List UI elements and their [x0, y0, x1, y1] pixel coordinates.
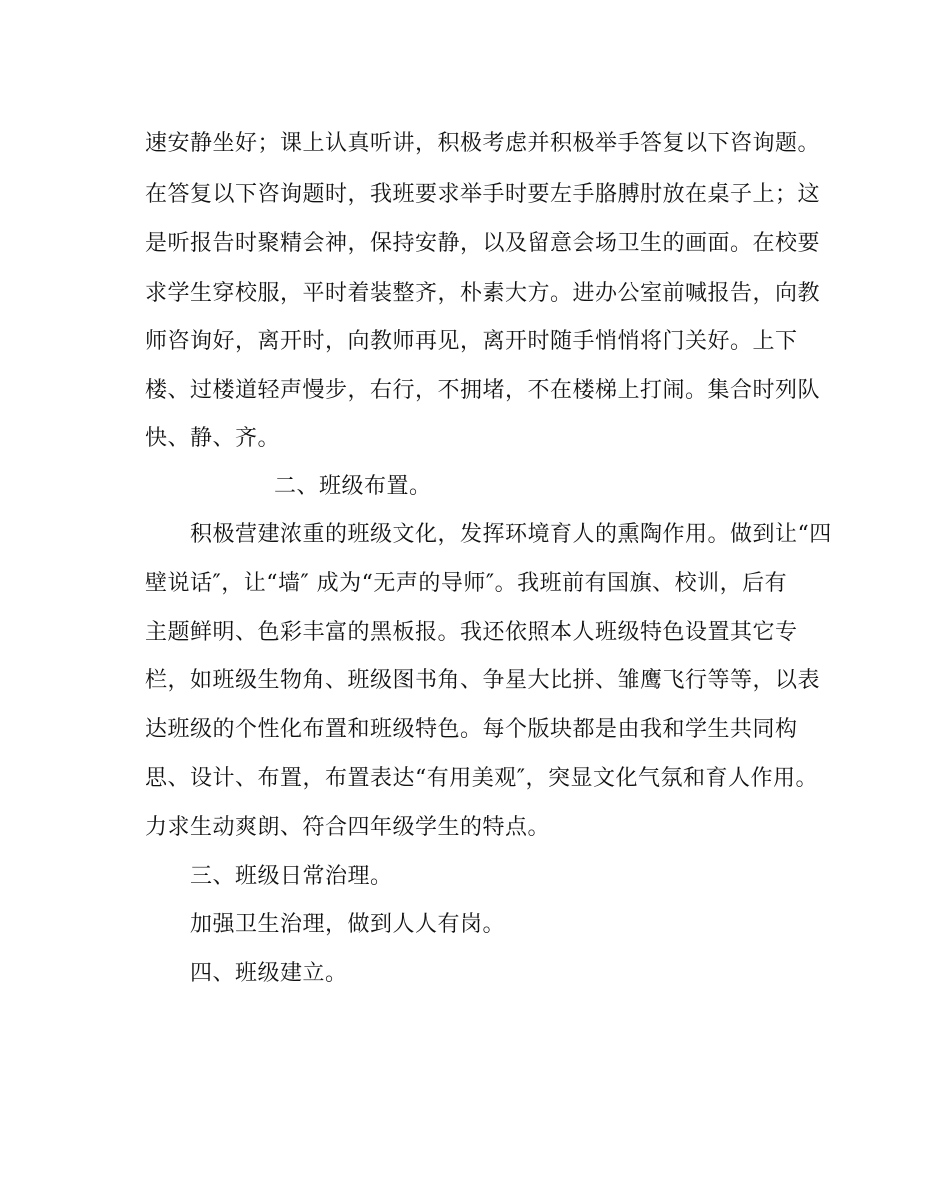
paragraph-line-6: 楼、过楼道轻声慢步，右行，不拥堵，不在楼梯上打闹。集合时列队 — [145, 378, 821, 403]
paragraph-line-9: 壁说话″，让“墙″ 成为“无声的导师″。我班前有国旗、校训，后有 — [145, 571, 788, 596]
paragraph-line-15: 加强卫生治理，做到人人有岗。 — [190, 912, 506, 937]
paragraph-line-5: 师咨询好，离开时，向教师再见，离开时随手悄悄将门关好。上下 — [145, 329, 798, 354]
paragraph-line-14: 力求生动爽朗、符合四年级学生的特点。 — [145, 815, 551, 840]
paragraph-line-13: 思、设计、布置，布置表达“有用美观″，突显文化气氛和育人作用。 — [145, 766, 818, 791]
paragraph-line-1: 速安静坐好；课上认真听讲，积极考虑并积极举手答复以下咨询题。 — [145, 131, 821, 156]
section-heading-4: 四、班级建立。 — [190, 961, 348, 986]
section-heading-2: 二、班级布置。 — [274, 474, 432, 499]
paragraph-line-7: 快、静、齐。 — [145, 426, 281, 451]
paragraph-line-11: 栏，如班级生物角、班级图书角、争星大比拼、雏鹰飞行等等，以表 — [145, 668, 821, 693]
paragraph-line-2: 在答复以下咨询题时，我班要求举手时要左手胳膊肘放在桌子上；这 — [145, 182, 821, 207]
paragraph-line-10: 主题鲜明、色彩丰富的黑板报。我还依照本人班级特色设置其它专 — [145, 620, 798, 645]
paragraph-line-12: 达班级的个性化布置和班级特色。每个版块都是由我和学生共同构 — [145, 717, 798, 742]
section-heading-3: 三、班级日常治理。 — [190, 864, 393, 889]
paragraph-line-8: 积极营建浓重的班级文化，发挥环境育人的熏陶作用。做到让“四 — [190, 522, 832, 547]
paragraph-line-3: 是听报告时聚精会神，保持安静，以及留意会场卫生的画面。在校要 — [145, 231, 821, 256]
paragraph-line-4: 求学生穿校服，平时着装整齐，朴素大方。进办公室前喊报告，向教 — [145, 281, 821, 306]
